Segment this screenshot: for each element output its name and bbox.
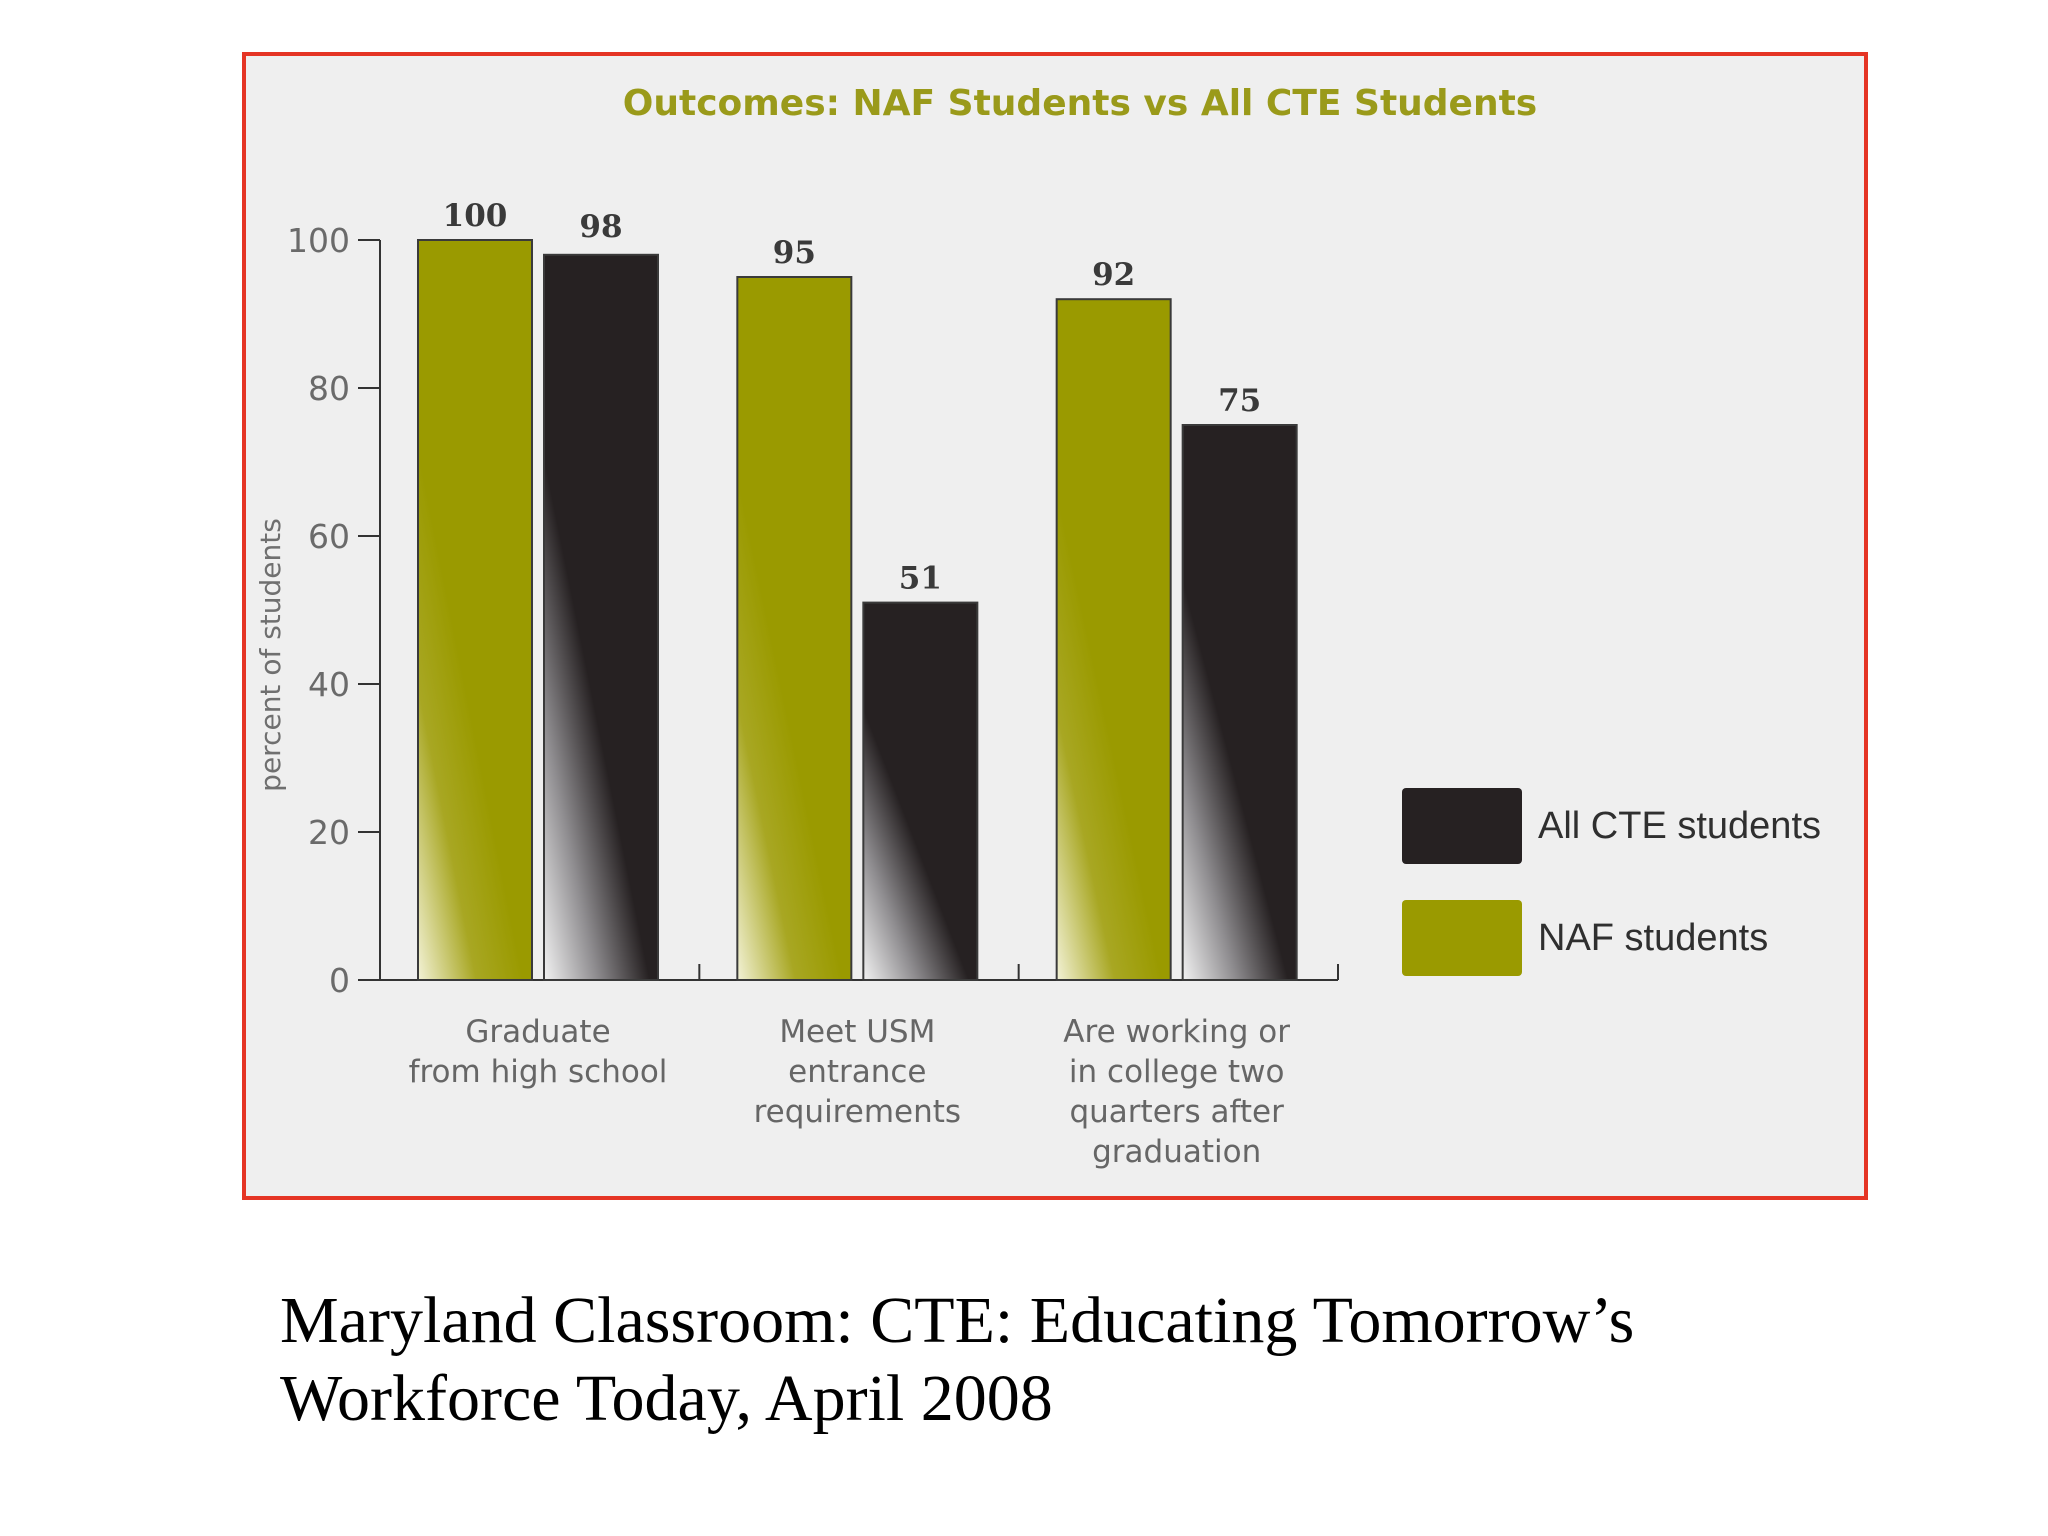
category-label-line: quarters after [1069, 1094, 1284, 1130]
y-tick-label: 20 [308, 813, 350, 852]
bar [1183, 425, 1297, 980]
source-caption [280, 1282, 1840, 1438]
bar [544, 255, 658, 980]
category-label [754, 1014, 961, 1130]
legend-swatch [1402, 900, 1522, 976]
category-label-line: Graduate [465, 1014, 611, 1050]
caption-line-2: Workforce Today, April 2008 [280, 1362, 1053, 1435]
category-label-line: entrance [788, 1054, 927, 1090]
data-label: 95 [772, 235, 816, 271]
legend-swatch [1402, 788, 1522, 864]
category-label-line: from high school [408, 1054, 668, 1090]
legend [1402, 788, 1821, 976]
y-tick-label: 100 [287, 221, 350, 260]
category-labels [409, 1014, 1291, 1170]
category-label-line: requirements [753, 1094, 962, 1130]
category-label-line: Meet USM [779, 1014, 936, 1050]
bar [1057, 299, 1171, 980]
y-axis-label: percent of students [254, 518, 287, 792]
category-label [409, 1014, 668, 1090]
data-label: 51 [898, 560, 942, 597]
data-label: 100 [442, 198, 508, 234]
data-label: 75 [1218, 383, 1262, 419]
legend-label: All CTE students [1538, 805, 1821, 847]
y-tick-label: 80 [308, 369, 350, 408]
bars-group [418, 198, 1297, 980]
y-tick-label: 0 [329, 961, 350, 1000]
category-label [1063, 1014, 1290, 1170]
category-label-line: Are working or [1063, 1014, 1291, 1050]
chart-title: Outcomes: NAF Students vs All CTE Students [622, 83, 1538, 124]
y-tick-label: 40 [308, 665, 350, 704]
data-label: 98 [579, 208, 623, 245]
bar [863, 603, 977, 980]
bar [418, 240, 532, 980]
category-label-line: in college two [1068, 1054, 1285, 1090]
category-label-line: graduation [1092, 1134, 1262, 1170]
y-tick-label: 60 [308, 517, 350, 556]
legend-label: NAF students [1538, 917, 1769, 959]
bar [737, 277, 851, 980]
caption-line-1: Maryland Classroom: CTE: Educating Tomorrow’s [280, 1284, 1635, 1357]
data-label: 92 [1092, 257, 1136, 294]
